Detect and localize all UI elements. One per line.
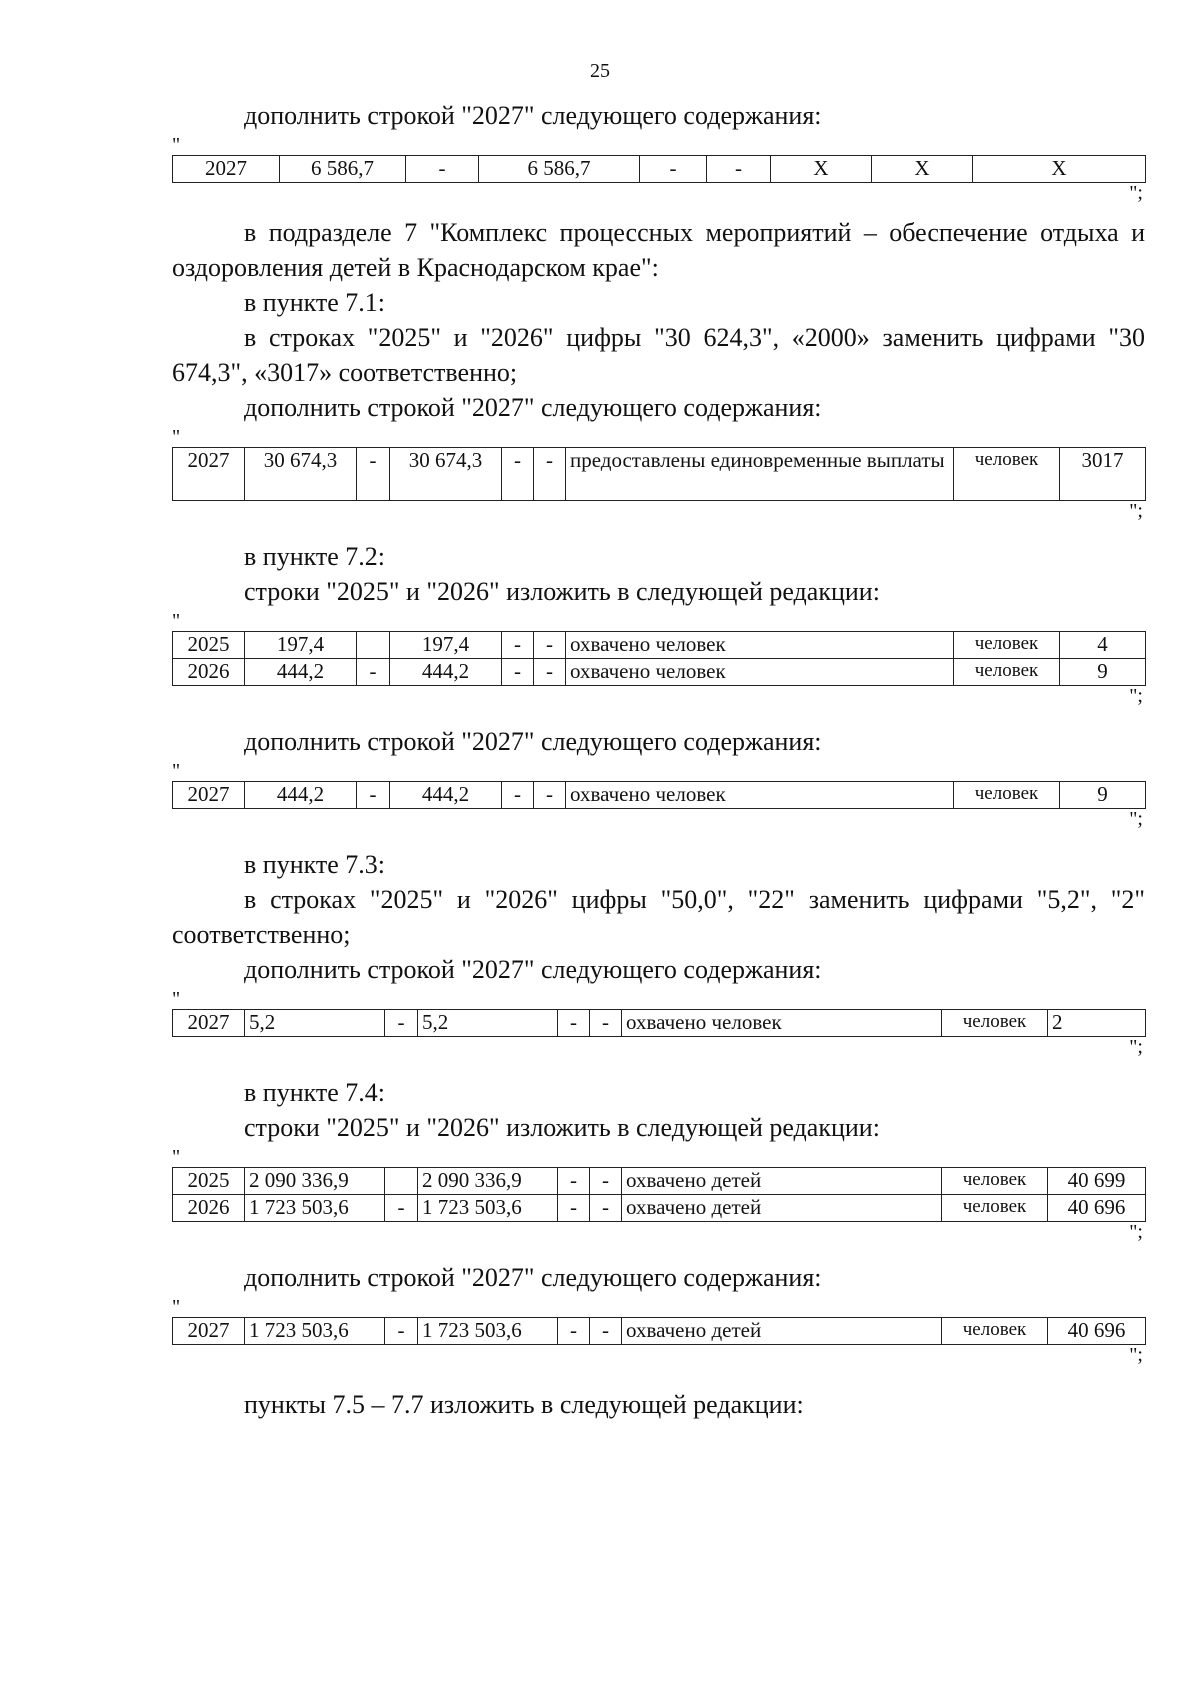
value-cell: 40 696 (1048, 1318, 1146, 1345)
result-cell: охвачено детей (622, 1318, 942, 1345)
value-cell: 40 696 (1048, 1195, 1146, 1222)
amendment-table-2027-total (172, 155, 1146, 183)
local-cell: - (502, 659, 534, 686)
opening-quote: " (172, 1146, 181, 1168)
unit-cell: человек (942, 1168, 1048, 1195)
value-cell: 3017 (1060, 448, 1146, 501)
paragraph: в строках "2025" и "2026" цифры "50,0", "22" заменить цифрами "5,2", "2" соответственно; (172, 885, 1145, 949)
regional-cell: 197,4 (390, 632, 502, 659)
regional-cell: 1 723 503,6 (418, 1318, 558, 1345)
paragraph: в строках "2025" и "2026" цифры "30 624,3", «2000» заменить цифрами "30 674,3", «3017» соответственно; (172, 323, 1145, 387)
amendment-table-7-2-2027 (172, 781, 1146, 809)
closing-quote: "; (1129, 1344, 1143, 1366)
total-cell: 1 723 503,6 (245, 1195, 385, 1222)
paragraph: в подразделе 7 "Комплекс процессных мероприятий – обеспечение отдыха и оздоровления детей в Краснодарском крае": (172, 218, 1145, 282)
federal-cell (357, 632, 390, 659)
extra-cell: - (590, 1168, 622, 1195)
table-row (173, 632, 1146, 659)
year-cell: 2027 (173, 448, 245, 501)
paragraph: дополнить строкой "2027" следующего содержания: (244, 101, 822, 130)
unit-cell: человек (954, 659, 1060, 686)
total-cell: 5,2 (245, 1010, 385, 1037)
extra-cell: - (590, 1010, 622, 1037)
value-cell: 9 (1060, 782, 1146, 809)
paragraph: пункты 7.5 – 7.7 изложить в следующей редакции: (244, 1390, 804, 1419)
paragraph: строки "2025" и "2026" изложить в следующей редакции: (244, 1113, 880, 1142)
federal-cell: - (385, 1195, 418, 1222)
local-cell: - (640, 156, 707, 183)
year-cell: 2027 (173, 1010, 245, 1037)
federal-cell: - (357, 782, 390, 809)
extra-cell: - (590, 1318, 622, 1345)
paragraph: дополнить строкой "2027" следующего содержания: (244, 955, 822, 984)
federal-cell: - (385, 1010, 418, 1037)
federal-cell: - (406, 156, 479, 183)
extra-cell: - (534, 448, 566, 501)
federal-cell (385, 1168, 418, 1195)
year-cell: 2025 (173, 1168, 245, 1195)
federal-cell: - (357, 659, 390, 686)
total-cell: 1 723 503,6 (245, 1318, 385, 1345)
closing-quote: "; (1129, 685, 1143, 707)
unit-cell: человек (942, 1318, 1048, 1345)
year-cell: 2026 (173, 1195, 245, 1222)
table-row (173, 1010, 1146, 1037)
local-cell: - (558, 1318, 590, 1345)
total-cell: 444,2 (245, 782, 357, 809)
result-cell: охвачено человек (566, 782, 954, 809)
total-cell: 6 586,7 (280, 156, 406, 183)
result-cell: охвачено детей (622, 1168, 942, 1195)
regional-cell: 444,2 (390, 782, 502, 809)
unit-cell: X (872, 156, 973, 183)
extra-cell: - (534, 632, 566, 659)
year-cell: 2026 (173, 659, 245, 686)
result-cell: охвачено человек (566, 659, 954, 686)
amendment-table-7-4-2027 (172, 1317, 1146, 1345)
paragraph: в пункте 7.1: (244, 288, 386, 317)
unit-cell: человек (942, 1010, 1048, 1037)
local-cell: - (558, 1195, 590, 1222)
paragraph: строки "2025" и "2026" изложить в следующей редакции: (244, 577, 880, 606)
closing-quote: "; (1129, 1221, 1143, 1243)
extra-cell: - (590, 1195, 622, 1222)
opening-quote: " (172, 1296, 181, 1318)
federal-cell: - (357, 448, 390, 501)
table-row (173, 1195, 1146, 1222)
paragraph: в пункте 7.2: (244, 542, 386, 571)
unit-cell: человек (954, 632, 1060, 659)
regional-cell: 1 723 503,6 (418, 1195, 558, 1222)
unit-cell: человек (954, 448, 1060, 501)
year-cell: 2025 (173, 632, 245, 659)
total-cell: 444,2 (245, 659, 357, 686)
amendment-table-7-2 (172, 631, 1146, 686)
document-body (172, 98, 1145, 1422)
table-row (173, 156, 1146, 183)
year-cell: 2027 (173, 1318, 245, 1345)
opening-quote: " (172, 426, 181, 448)
result-cell: X (771, 156, 872, 183)
closing-quote: "; (1129, 1036, 1143, 1058)
value-cell: 9 (1060, 659, 1146, 686)
regional-cell: 444,2 (390, 659, 502, 686)
closing-quote: "; (1129, 500, 1143, 522)
total-cell: 197,4 (245, 632, 357, 659)
local-cell: - (502, 448, 534, 501)
value-cell: 4 (1060, 632, 1146, 659)
result-cell: охвачено человек (622, 1010, 942, 1037)
regional-cell: 5,2 (418, 1010, 558, 1037)
value-cell: 2 (1048, 1010, 1146, 1037)
amendment-table-7-3 (172, 1009, 1146, 1037)
unit-cell: человек (954, 782, 1060, 809)
table-row (173, 1318, 1146, 1345)
table-row (173, 1168, 1146, 1195)
regional-cell: 2 090 336,9 (418, 1168, 558, 1195)
value-cell: 40 699 (1048, 1168, 1146, 1195)
table-row (173, 659, 1146, 686)
paragraph: в пункте 7.3: (244, 850, 386, 879)
amendment-table-7-4 (172, 1167, 1146, 1222)
paragraph: дополнить строкой "2027" следующего содержания: (244, 393, 822, 422)
amendment-table-7-1 (172, 447, 1146, 501)
extra-cell: - (707, 156, 771, 183)
opening-quote: " (172, 760, 181, 782)
total-cell: 30 674,3 (245, 448, 357, 501)
local-cell: - (502, 632, 534, 659)
opening-quote: " (172, 988, 181, 1010)
year-cell: 2027 (173, 156, 280, 183)
result-cell: охвачено человек (566, 632, 954, 659)
local-cell: - (558, 1010, 590, 1037)
table-row (173, 448, 1146, 501)
result-cell: предоставлены единовременные выплаты (566, 448, 954, 501)
federal-cell: - (385, 1318, 418, 1345)
value-cell: X (973, 156, 1146, 183)
paragraph: в пункте 7.4: (244, 1078, 386, 1107)
closing-quote: "; (1129, 182, 1143, 204)
total-cell: 2 090 336,9 (245, 1168, 385, 1195)
paragraph: дополнить строкой "2027" следующего содержания: (244, 727, 822, 756)
extra-cell: - (534, 782, 566, 809)
local-cell: - (558, 1168, 590, 1195)
paragraph: дополнить строкой "2027" следующего содержания: (244, 1263, 822, 1292)
local-cell: - (502, 782, 534, 809)
unit-cell: человек (942, 1195, 1048, 1222)
closing-quote: "; (1129, 808, 1143, 830)
page-number: 25 (590, 60, 610, 82)
table-row (173, 782, 1146, 809)
extra-cell: - (534, 659, 566, 686)
result-cell: охвачено детей (622, 1195, 942, 1222)
opening-quote: " (172, 134, 181, 156)
year-cell: 2027 (173, 782, 245, 809)
regional-cell: 30 674,3 (390, 448, 502, 501)
opening-quote: " (172, 610, 181, 632)
regional-cell: 6 586,7 (479, 156, 640, 183)
